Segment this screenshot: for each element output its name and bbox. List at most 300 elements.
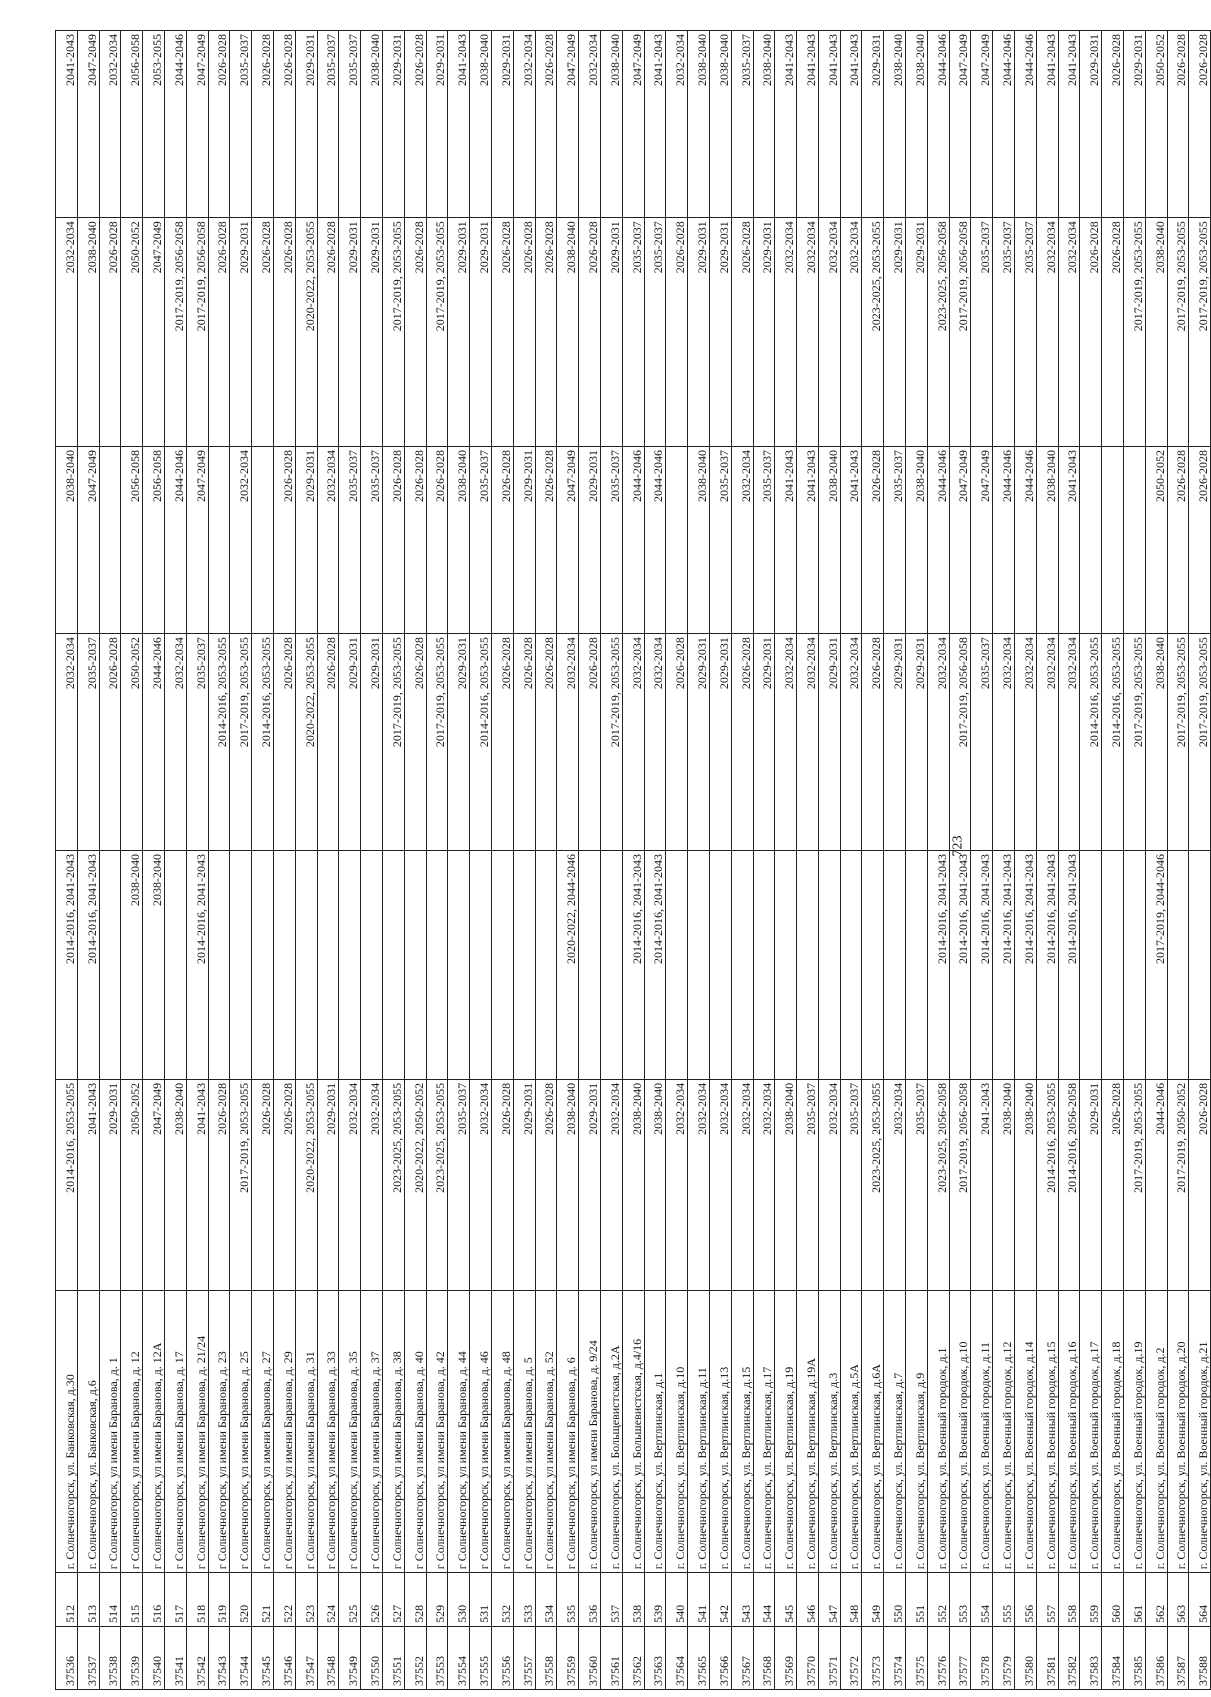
- table-cell: [317, 851, 339, 1080]
- table-cell: 37545: [252, 1626, 274, 1689]
- table-cell: 2026-2028: [579, 218, 601, 447]
- table-row: [491, 31, 513, 1690]
- table-cell: [731, 851, 753, 1080]
- table-cell: 2029-2031: [295, 447, 317, 634]
- table-cell: 2038-2040: [1145, 218, 1167, 447]
- table-cell: 2041-2043: [818, 31, 840, 218]
- table-cell: [382, 851, 404, 1080]
- table-cell: 2017-2019, 2056-2058: [949, 1079, 971, 1290]
- table-cell: г. Солнечногорск, ул. Военный городок, д.16: [1058, 1290, 1080, 1572]
- table-cell: [797, 851, 819, 1080]
- table-cell: 37538: [99, 1626, 121, 1689]
- table-cell: 2029-2031: [361, 634, 383, 851]
- table-cell: 2038-2040: [121, 851, 143, 1080]
- table-cell: 2026-2028: [535, 447, 557, 634]
- table-cell: 2026-2028: [535, 1079, 557, 1290]
- table-row: [753, 31, 775, 1690]
- table-row: [1102, 31, 1124, 1690]
- table-cell: 2032-2034: [666, 1079, 688, 1290]
- table-cell: 555: [993, 1573, 1015, 1627]
- table-cell: г. Солнечногорск, ул. Военный городок, д.1: [927, 1290, 949, 1572]
- table-cell: 2041-2043: [1058, 31, 1080, 218]
- table-cell: 2017-2019, 2053-2055: [426, 218, 448, 447]
- table-row: [121, 31, 143, 1690]
- table-cell: 2035-2037: [971, 634, 993, 851]
- schedule-table: [55, 30, 1211, 1690]
- table-cell: 2026-2028: [382, 447, 404, 634]
- table-row: [557, 31, 579, 1690]
- table-cell: 2038-2040: [1145, 634, 1167, 851]
- table-cell: 2026-2028: [1167, 31, 1189, 218]
- table-cell: 2026-2028: [252, 31, 274, 218]
- table-cell: 2026-2028: [513, 634, 535, 851]
- table-row: [971, 31, 993, 1690]
- table-cell: 514: [99, 1573, 121, 1627]
- table-cell: 2029-2031: [513, 447, 535, 634]
- table-cell: 2044-2046: [993, 447, 1015, 634]
- table-cell: 2029-2031: [1080, 1079, 1102, 1290]
- table-cell: 2035-2037: [753, 447, 775, 634]
- table-cell: 2017-2019, 2053-2055: [1124, 1079, 1146, 1290]
- table-cell: 2014-2016, 2041-2043: [622, 851, 644, 1080]
- table-cell: г. Солнечногорск, ул. Вертлинская, д.19: [775, 1290, 797, 1572]
- table-cell: 2038-2040: [56, 447, 78, 634]
- table-cell: 2020-2022, 2053-2055: [295, 218, 317, 447]
- table-cell: г Солнечногорск, ул имени Баранова, д. 37: [361, 1290, 383, 1572]
- table-cell: [208, 851, 230, 1080]
- table-cell: 539: [644, 1573, 666, 1627]
- table-cell: г. Солнечногорск, ул. Военный городок, д.15: [1036, 1290, 1058, 1572]
- table-cell: 2029-2031: [470, 218, 492, 447]
- table-cell: 2020-2022, 2053-2055: [295, 1079, 317, 1290]
- table-row: [666, 31, 688, 1690]
- table-cell: 2035-2037: [448, 1079, 470, 1290]
- table-cell: 524: [317, 1573, 339, 1627]
- table-cell: г. Солнечногорск, ул. Банковская, д.6: [77, 1290, 99, 1572]
- table-cell: 2038-2040: [644, 1079, 666, 1290]
- table-row: [688, 31, 710, 1690]
- table-cell: 37563: [644, 1626, 666, 1689]
- table-cell: 2041-2043: [775, 447, 797, 634]
- table-cell: 37537: [77, 1626, 99, 1689]
- table-cell: [884, 851, 906, 1080]
- table-cell: 2044-2046: [164, 31, 186, 218]
- table-cell: 2017-2019, 2050-2052: [1167, 1079, 1189, 1290]
- table-cell: г. Солнечногорск, ул. Вертлинская, д.1: [644, 1290, 666, 1572]
- table-cell: 2038-2040: [557, 218, 579, 447]
- table-cell: 2026-2028: [208, 1079, 230, 1290]
- table-cell: г. Солнечногорск, ул. Вертлинская, д.3: [818, 1290, 840, 1572]
- table-cell: 2032-2034: [579, 31, 601, 218]
- table-cell: 2044-2046: [927, 447, 949, 634]
- table-cell: 37557: [513, 1626, 535, 1689]
- table-cell: [448, 851, 470, 1080]
- table-row: [622, 31, 644, 1690]
- table-cell: 2017-2019, 2053-2055: [1124, 634, 1146, 851]
- table-cell: 2047-2049: [143, 1079, 165, 1290]
- table-cell: 2026-2028: [252, 1079, 274, 1290]
- table-cell: 37579: [993, 1626, 1015, 1689]
- table-cell: [513, 851, 535, 1080]
- table-cell: 2029-2031: [295, 31, 317, 218]
- table-cell: 37568: [753, 1626, 775, 1689]
- table-cell: 2023-2025, 2053-2055: [862, 218, 884, 447]
- table-cell: г. Солнечногорск, ул. Военный городок, д.19: [1124, 1290, 1146, 1572]
- table-cell: 2044-2046: [993, 31, 1015, 218]
- table-cell: 2026-2028: [491, 447, 513, 634]
- table-cell: 2041-2043: [840, 447, 862, 634]
- table-cell: 37536: [56, 1626, 78, 1689]
- table-cell: 2014-2016, 2053-2055: [56, 1079, 78, 1290]
- table-cell: [208, 447, 230, 634]
- table-cell: г. Солнечногорск, ул имени Баранова, д. 9/24: [579, 1290, 601, 1572]
- table-cell: [1102, 447, 1124, 634]
- table-cell: 521: [252, 1573, 274, 1627]
- table-cell: 520: [230, 1573, 252, 1627]
- table-cell: 518: [186, 1573, 208, 1627]
- table-cell: г Солнечногорск, ул имени Баранова, д. 40: [404, 1290, 426, 1572]
- table-cell: 2041-2043: [1036, 31, 1058, 218]
- table-cell: 2029-2031: [862, 31, 884, 218]
- table-cell: 544: [753, 1573, 775, 1627]
- table-cell: 552: [927, 1573, 949, 1627]
- table-cell: [99, 447, 121, 634]
- table-cell: 530: [448, 1573, 470, 1627]
- table-cell: г. Солнечногорск, ул. Вертлинская, д.7: [884, 1290, 906, 1572]
- table-cell: 2041-2043: [797, 31, 819, 218]
- table-cell: 2047-2049: [186, 31, 208, 218]
- table-cell: 2026-2028: [273, 218, 295, 447]
- table-cell: 559: [1080, 1573, 1102, 1627]
- table-cell: 537: [600, 1573, 622, 1627]
- table-cell: 2029-2031: [884, 218, 906, 447]
- table-cell: 540: [666, 1573, 688, 1627]
- table-cell: 2026-2028: [99, 634, 121, 851]
- table-cell: 2020-2022, 2044-2046: [557, 851, 579, 1080]
- table-cell: 2041-2043: [797, 447, 819, 634]
- table-cell: г Солнечногорск, ул имени Баранова, д. 1: [99, 1290, 121, 1572]
- table-cell: 37552: [404, 1626, 426, 1689]
- table-cell: г Солнечногорск, ул имени Баранова, д. 52: [535, 1290, 557, 1572]
- table-cell: 2017-2019, 2053-2055: [230, 634, 252, 851]
- table-cell: 562: [1145, 1573, 1167, 1627]
- table-cell: г Солнечногорск, ул имени Баранова, д. 12: [121, 1290, 143, 1572]
- table-cell: 2041-2043: [186, 1079, 208, 1290]
- table-cell: 2017-2019, 2044-2046: [1145, 851, 1167, 1080]
- table-row: [404, 31, 426, 1690]
- table-row: [818, 31, 840, 1690]
- table-cell: 519: [208, 1573, 230, 1627]
- table-cell: 2014-2016, 2041-2043: [927, 851, 949, 1080]
- table-cell: 2014-2016, 2041-2043: [186, 851, 208, 1080]
- table-cell: 37573: [862, 1626, 884, 1689]
- table-cell: 2029-2031: [448, 218, 470, 447]
- table-cell: 2035-2037: [906, 1079, 928, 1290]
- table-cell: 547: [818, 1573, 840, 1627]
- table-cell: 2032-2034: [731, 447, 753, 634]
- table-row: [644, 31, 666, 1690]
- table-cell: 536: [579, 1573, 601, 1627]
- table-cell: 2047-2049: [949, 31, 971, 218]
- table-cell: 2026-2028: [1102, 218, 1124, 447]
- table-row: [1124, 31, 1146, 1690]
- table-cell: 2050-2052: [1145, 31, 1167, 218]
- table-cell: 2044-2046: [164, 447, 186, 634]
- table-cell: 2026-2028: [491, 1079, 513, 1290]
- table-row: [426, 31, 448, 1690]
- table-cell: г. Солнечногорск, ул. Вертлинская, д.9: [906, 1290, 928, 1572]
- table-cell: 2032-2034: [709, 1079, 731, 1290]
- table-cell: 2014-2016, 2053-2055: [252, 634, 274, 851]
- table-cell: 2035-2037: [230, 31, 252, 218]
- table-cell: [491, 851, 513, 1080]
- table-cell: 2038-2040: [600, 31, 622, 218]
- table-cell: 2026-2028: [273, 1079, 295, 1290]
- table-cell: 2038-2040: [775, 1079, 797, 1290]
- table-cell: [709, 851, 731, 1080]
- table-cell: 2032-2034: [56, 634, 78, 851]
- table-cell: 2044-2046: [644, 447, 666, 634]
- table-cell: 2056-2058: [121, 447, 143, 634]
- table-cell: 2029-2031: [361, 218, 383, 447]
- table-cell: 2041-2043: [775, 31, 797, 218]
- table-cell: 526: [361, 1573, 383, 1627]
- table-cell: г. Солнечногорск, ул. Вертлинская, д.11: [688, 1290, 710, 1572]
- table-cell: 2029-2031: [884, 634, 906, 851]
- table-cell: 37556: [491, 1626, 513, 1689]
- table-cell: 37583: [1080, 1626, 1102, 1689]
- table-cell: 2032-2034: [818, 218, 840, 447]
- table-cell: 2032-2034: [797, 218, 819, 447]
- table-cell: г Солнечногорск, ул имени Баранова, д. 48: [491, 1290, 513, 1572]
- table-cell: 2047-2049: [77, 31, 99, 218]
- table-cell: 2017-2019, 2053-2055: [1167, 634, 1189, 851]
- table-cell: г Солнечногорск, ул имени Баранова, д. 29: [273, 1290, 295, 1572]
- table-cell: 37575: [906, 1626, 928, 1689]
- table-cell: 2026-2028: [208, 218, 230, 447]
- table-cell: 2035-2037: [361, 447, 383, 634]
- table-cell: 2035-2037: [993, 218, 1015, 447]
- table-cell: 554: [971, 1573, 993, 1627]
- table-cell: г Солнечногорск, ул имени Баранова, д. 23: [208, 1290, 230, 1572]
- table-row: [273, 31, 295, 1690]
- table-cell: 2026-2028: [1189, 31, 1211, 218]
- table-cell: 37549: [339, 1626, 361, 1689]
- table-cell: 2026-2028: [579, 634, 601, 851]
- table-cell: 542: [709, 1573, 731, 1627]
- table-cell: 2014-2016, 2053-2055: [208, 634, 230, 851]
- table-row: [339, 31, 361, 1690]
- table-cell: 2026-2028: [535, 218, 557, 447]
- table-cell: 2023-2025, 2056-2058: [927, 218, 949, 447]
- table-cell: г. Солнечногорск, ул. Военный городок, д.11: [971, 1290, 993, 1572]
- table-cell: 2047-2049: [557, 31, 579, 218]
- table-cell: 2014-2016, 2053-2055: [1080, 634, 1102, 851]
- table-cell: г. Солнечногорск, ул. Банковская, д.30: [56, 1290, 78, 1572]
- table-cell: [666, 851, 688, 1080]
- table-cell: 2026-2028: [731, 218, 753, 447]
- table-cell: 37550: [361, 1626, 383, 1689]
- table-cell: 549: [862, 1573, 884, 1627]
- table-cell: 2032-2034: [644, 634, 666, 851]
- table-cell: 2047-2049: [971, 447, 993, 634]
- table-cell: 2026-2028: [1080, 218, 1102, 447]
- table-cell: 2026-2028: [535, 634, 557, 851]
- table-cell: 2026-2028: [491, 218, 513, 447]
- table-cell: 2014-2016, 2053-2055: [1036, 1079, 1058, 1290]
- table-cell: 2032-2034: [56, 218, 78, 447]
- table-cell: [404, 851, 426, 1080]
- table-cell: 37571: [818, 1626, 840, 1689]
- table-cell: 2026-2028: [1189, 1079, 1211, 1290]
- table-cell: 553: [949, 1573, 971, 1627]
- table-row: [1058, 31, 1080, 1690]
- table-cell: 2032-2034: [470, 1079, 492, 1290]
- table-cell: 2038-2040: [361, 31, 383, 218]
- table-cell: 2029-2031: [688, 218, 710, 447]
- table-cell: 2032-2034: [753, 1079, 775, 1290]
- table-cell: 2017-2019, 2053-2055: [426, 634, 448, 851]
- table-cell: 2032-2034: [775, 634, 797, 851]
- table-cell: 2023-2025, 2056-2058: [927, 1079, 949, 1290]
- table-cell: 2038-2040: [1036, 447, 1058, 634]
- table-cell: 2038-2040: [818, 447, 840, 634]
- table-cell: 37576: [927, 1626, 949, 1689]
- table-cell: 2038-2040: [470, 31, 492, 218]
- table-cell: 2032-2034: [230, 447, 252, 634]
- table-cell: 512: [56, 1573, 78, 1627]
- table-cell: г. Солнечногорск, ул. Военный городок, д.17: [1080, 1290, 1102, 1572]
- table-cell: 543: [731, 1573, 753, 1627]
- table-cell: 2047-2049: [77, 447, 99, 634]
- table-cell: 2035-2037: [644, 218, 666, 447]
- table-cell: 2029-2031: [513, 1079, 535, 1290]
- table-cell: 563: [1167, 1573, 1189, 1627]
- table-cell: 2026-2028: [404, 218, 426, 447]
- table-cell: 2026-2028: [513, 218, 535, 447]
- table-cell: 2038-2040: [448, 447, 470, 634]
- table-cell: 2032-2034: [99, 31, 121, 218]
- table-cell: 2017-2019, 2053-2055: [1124, 218, 1146, 447]
- table-cell: 2044-2046: [1145, 1079, 1167, 1290]
- table-cell: 2032-2034: [317, 447, 339, 634]
- table-cell: 2047-2049: [186, 447, 208, 634]
- table-cell: [753, 851, 775, 1080]
- table-cell: 37555: [470, 1626, 492, 1689]
- table-cell: 528: [404, 1573, 426, 1627]
- table-cell: 37587: [1167, 1626, 1189, 1689]
- table-cell: [535, 851, 557, 1080]
- table-cell: 560: [1102, 1573, 1124, 1627]
- table-cell: 2041-2043: [644, 31, 666, 218]
- table-cell: 2050-2052: [121, 634, 143, 851]
- table-cell: 37581: [1036, 1626, 1058, 1689]
- table-cell: 2014-2016, 2041-2043: [1036, 851, 1058, 1080]
- table-row: [361, 31, 383, 1690]
- table-cell: 37582: [1058, 1626, 1080, 1689]
- table-cell: 2032-2034: [993, 634, 1015, 851]
- table-cell: 2026-2028: [404, 31, 426, 218]
- table-cell: г Солнечногорск, ул имени Баранова, д. 25: [230, 1290, 252, 1572]
- table-cell: 2026-2028: [404, 634, 426, 851]
- table-cell: [1102, 851, 1124, 1080]
- table-cell: 2032-2034: [840, 218, 862, 447]
- table-cell: [1124, 851, 1146, 1080]
- table-cell: 2029-2031: [382, 31, 404, 218]
- table-cell: 37546: [273, 1626, 295, 1689]
- table-cell: 2035-2037: [339, 447, 361, 634]
- table-cell: [252, 447, 274, 634]
- table-cell: 2038-2040: [77, 218, 99, 447]
- table-cell: 2035-2037: [186, 634, 208, 851]
- table-cell: 2032-2034: [818, 1079, 840, 1290]
- table-cell: 2026-2028: [1102, 1079, 1124, 1290]
- table-cell: 2026-2028: [426, 447, 448, 634]
- table-cell: 2026-2028: [535, 31, 557, 218]
- table-cell: [230, 851, 252, 1080]
- table-cell: 513: [77, 1573, 99, 1627]
- table-cell: 2047-2049: [622, 31, 644, 218]
- table-row: [1145, 31, 1167, 1690]
- table-cell: 2032-2034: [164, 634, 186, 851]
- table-cell: 2032-2034: [622, 634, 644, 851]
- table-row: [535, 31, 557, 1690]
- table-row: [164, 31, 186, 1690]
- table-cell: 37578: [971, 1626, 993, 1689]
- table-cell: 2029-2031: [339, 634, 361, 851]
- table-cell: [1080, 851, 1102, 1080]
- table-row: [230, 31, 252, 1690]
- table-cell: 2029-2031: [600, 218, 622, 447]
- table-cell: г. Солнечногорск, ул. Военный городок, д.18: [1102, 1290, 1124, 1572]
- table-cell: 2041-2043: [77, 1079, 99, 1290]
- table-cell: 2038-2040: [906, 31, 928, 218]
- table-cell: 37554: [448, 1626, 470, 1689]
- table-cell: 2035-2037: [840, 1079, 862, 1290]
- table-cell: [1080, 447, 1102, 634]
- table-cell: 37569: [775, 1626, 797, 1689]
- table-cell: г Солнечногорск, ул имени Баранова, д. 42: [426, 1290, 448, 1572]
- table-cell: [840, 851, 862, 1080]
- table-cell: г. Солнечногорск, ул. Военный городок, д.10: [949, 1290, 971, 1572]
- table-cell: 37543: [208, 1626, 230, 1689]
- table-row: [949, 31, 971, 1690]
- table-cell: 2032-2034: [797, 634, 819, 851]
- table-cell: [1189, 851, 1211, 1080]
- table-cell: 2044-2046: [1015, 447, 1037, 634]
- table-cell: 2032-2034: [1058, 634, 1080, 851]
- table-row: [1167, 31, 1189, 1690]
- table-cell: 2038-2040: [709, 31, 731, 218]
- table-row: [77, 31, 99, 1690]
- table-cell: 2029-2031: [426, 31, 448, 218]
- table-cell: 2029-2031: [339, 218, 361, 447]
- table-cell: г Солнечногорск, ул имени Баранова, д. 31: [295, 1290, 317, 1572]
- table-cell: 2056-2058: [121, 31, 143, 218]
- table-cell: 2017-2019, 2053-2055: [1189, 218, 1211, 447]
- table-cell: 37551: [382, 1626, 404, 1689]
- table-cell: 2026-2028: [666, 218, 688, 447]
- table-cell: г. Солнечногорск, ул. Вертлинская, д.15: [731, 1290, 753, 1572]
- table-cell: 2014-2016, 2041-2043: [949, 851, 971, 1080]
- table-cell: 37560: [579, 1626, 601, 1689]
- table-cell: 2044-2046: [927, 31, 949, 218]
- table-row: [99, 31, 121, 1690]
- table-cell: 37565: [688, 1626, 710, 1689]
- table-row: [186, 31, 208, 1690]
- table-cell: 2038-2040: [622, 1079, 644, 1290]
- table-cell: 2035-2037: [339, 31, 361, 218]
